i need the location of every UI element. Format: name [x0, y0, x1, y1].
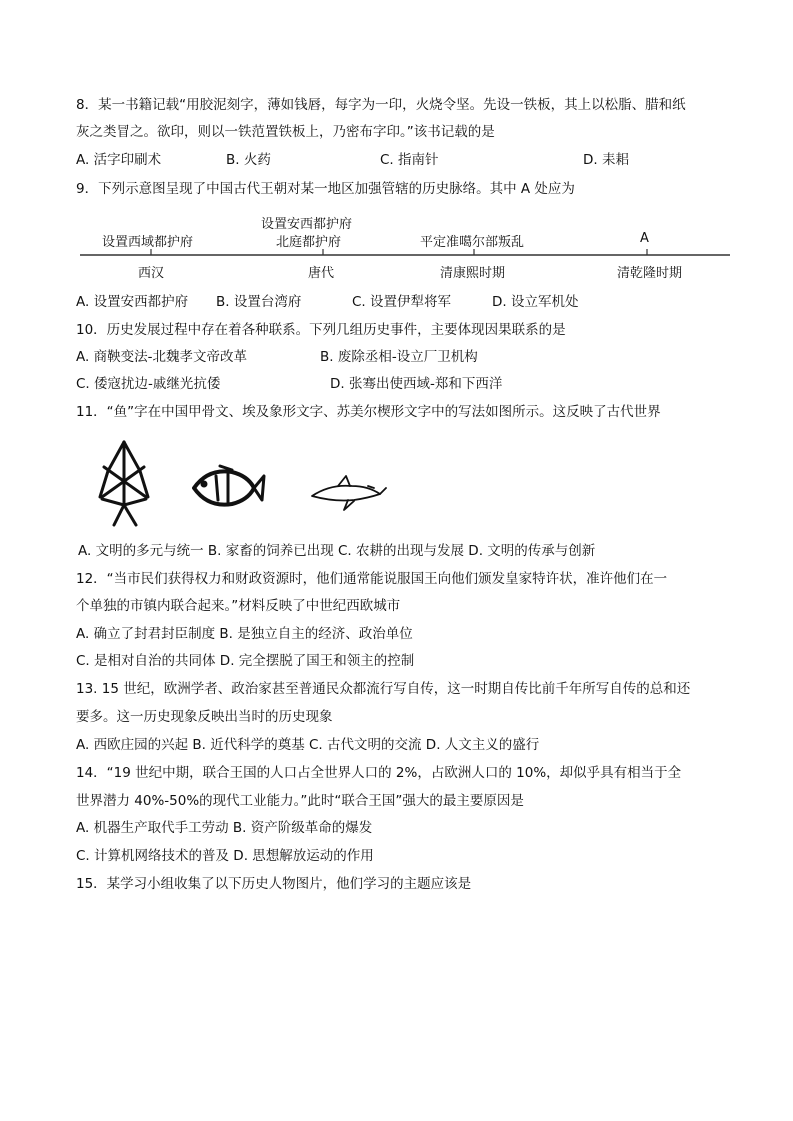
q13-stem-line1: 13. 15 世纪，欧洲学者、政治家甚至普通民众都流行写自传，这一时期自传比前千年所写自传的总和还: [76, 681, 691, 697]
timeline-event-3: 平定准噶尔部叛乱: [420, 235, 525, 250]
timeline-period-3: 清康熙时期: [440, 266, 506, 281]
sumerian-cuneiform-fish-glyph: [308, 474, 388, 514]
q9-stem-line1: 9．下列示意图呈现了中国古代王朝对某一地区加强管辖的历史脉络。其中 A 处应为: [76, 181, 575, 197]
q10-stem-line1: 10．历史发展过程中存在着各种联系。下列几组历史事件，主要体现因果联系的是: [76, 322, 566, 338]
q8-option-c[interactable]: C. 指南针: [380, 152, 439, 168]
q13-stem-line2: 要多。这一历史现象反映出当时的历史现象: [76, 709, 333, 725]
q8-stem-line2: 灰之类冒之。欲印，则以一铁范置铁板上，乃密布字印。”该书记载的是: [76, 124, 495, 140]
q10-option-a[interactable]: A. 商鞅变法-北魏孝文帝改革: [76, 349, 247, 365]
q14-stem-line1: 14．“19 世纪中期，联合王国的人口占全世界人口的 2%，占欧洲人口的 10%，却似乎具有相当于全: [76, 765, 682, 781]
q14-options-row1[interactable]: A. 机器生产取代手工劳动 B. 资产阶级革命的爆发: [76, 820, 373, 836]
q14-stem-line2: 世界潜力 40%-50%的现代工业能力。”此时“联合王国”强大的最主要原因是: [76, 793, 524, 809]
q9-option-b[interactable]: B. 设置台湾府: [216, 294, 302, 310]
q10-options-row1: [76, 348, 716, 366]
q10-option-c[interactable]: C. 倭寇扰边-戚继光抗倭: [76, 376, 221, 392]
timeline-event-1: 设置西域都护府: [102, 235, 194, 250]
timeline-event-2b: 北庭都护府: [276, 235, 342, 250]
q9-option-a[interactable]: A. 设置安西都护府: [76, 294, 189, 310]
q10-option-d[interactable]: D. 张骞出使西域-郑和下西洋: [330, 376, 503, 392]
timeline-period-2: 唐代: [308, 266, 335, 281]
q9-timeline-diagram: [80, 208, 730, 288]
q8-option-b[interactable]: B. 火药: [226, 152, 271, 168]
oracle-bone-fish-glyph: [94, 437, 154, 532]
timeline-event-2a: 设置安西都护府: [261, 217, 353, 232]
q8-option-d[interactable]: D. 耒耜: [583, 152, 629, 168]
q8-options: [76, 151, 716, 169]
q11-stem-line1: 11．“鱼”字在中国甲骨文、埃及象形文字、苏美尔楔形文字中的写法如图所示。这反映了古代世界: [76, 404, 661, 420]
q8-option-a[interactable]: A. 活字印刷术: [76, 152, 162, 168]
q12-stem-line1: 12．“当市民们获得权力和财政资源时，他们通常能说服国王向他们颁发皇家特许状，准许他们在一: [76, 571, 668, 587]
q12-options-row2[interactable]: C. 是相对自治的共同体 D. 完全摆脱了国王和领主的控制: [76, 653, 415, 669]
q10-options-row2: [76, 375, 716, 393]
timeline-event-answer-a: A: [640, 231, 649, 246]
q14-options-row2[interactable]: C. 计算机网络技术的普及 D. 思想解放运动的作用: [76, 848, 374, 864]
timeline-period-1: 西汉: [138, 266, 165, 281]
q13-options[interactable]: A. 西欧庄园的兴起 B. 近代科学的奠基 C. 古代文明的交流 D. 人文主义的盛行: [76, 737, 540, 753]
q12-stem-line2: 个单独的市镇内联合起来。”材料反映了中世纪西欧城市: [76, 598, 401, 614]
q11-options[interactable]: A. 文明的多元与统一 B. 家畜的饲养已出现 C. 农耕的出现与发展 D. 文明的传承与创新: [78, 543, 596, 559]
q12-options-row1[interactable]: A. 确立了封君封臣制度 B. 是独立自主的经济、政治单位: [76, 626, 413, 642]
egyptian-hieroglyph-fish-glyph: [186, 458, 266, 518]
q10-option-b[interactable]: B. 废除丞相-设立厂卫机构: [320, 349, 478, 365]
q9-options: [76, 293, 716, 311]
q8-stem-line1: 8．某一书籍记载“用胶泥刻字，薄如钱唇，每字为一印，火烧令坚。先设一铁板，其上以松脂、腊和纸: [76, 97, 686, 113]
q15-stem-line1: 15．某学习小组收集了以下历史人物图片，他们学习的主题应该是: [76, 876, 472, 892]
q9-option-d[interactable]: D. 设立军机处: [492, 294, 579, 310]
timeline-period-4: 清乾隆时期: [617, 266, 683, 281]
q9-option-c[interactable]: C. 设置伊犁将军: [352, 294, 452, 310]
